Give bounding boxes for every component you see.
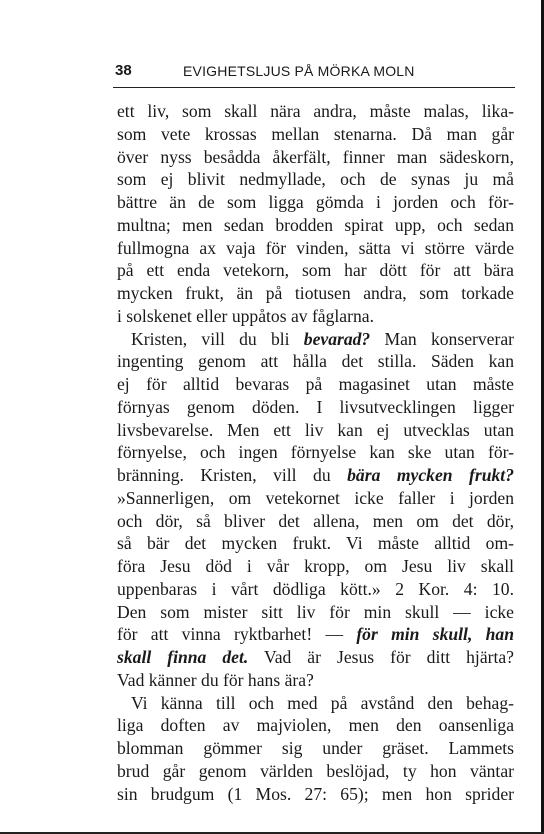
text-line: ett liv, som skall nära andra, måste malas, lika- [117,101,514,121]
text-line: livsbevarelse. Men ett liv kan ej utvecklas utan [117,419,514,440]
text-line: sin brudgum (1 Mos. 27: 65); men hon sprider [117,783,514,804]
text-line: över nyss besådda åkerfält, finner man sädeskorn, [117,146,514,167]
text-line: så bär det mycken frukt. Vi måste alltid om- [117,533,514,554]
text-line: mycken frukt, än på tiotusen andra, som torkade [117,283,514,303]
text-line: »Sannerligen, om vetekornet icke faller i jorden [117,487,514,508]
text-line: multna; men sedan brodden spirat upp, och sedan [117,214,514,235]
text-line: förnyas genom döden. I livsutvecklingen ligger [117,396,514,417]
text-line: skall finna det. Vad är Jesus för ditt hjärta? [117,647,514,667]
text-line: och dör, så bliver det allena, men om det dör, [117,510,514,531]
text-line: ej för alltid bevaras på magasinet utan måste [117,374,514,394]
text-line: fullmogna ax vaja för vinden, sätta vi större värde [117,237,514,258]
text-line: som ej blivit nedmyllade, och de synas ju må [117,169,514,190]
emphasized-text: för min skull, han [356,624,514,645]
running-title: EVIGHETSLJUS PÅ MÖRKA MOLN [183,63,415,79]
text-line: bättre än de som ligga gömda i jorden och för- [117,192,514,212]
text-line: ingenting genom att hålla det stilla. Säden kan [117,351,514,372]
text-line: föra Jesu död i vår kropp, om Jesu liv skall [117,556,514,576]
text-line: blomman gömmer sig under gräset. Lammets [117,738,514,758]
text-line: Vi känna till och med på avstånd den behag- [131,692,514,713]
text-line: brud går genom världen beslöjad, ty hon väntar [117,760,514,781]
emphasized-text: bevarad? [303,328,371,349]
text-line: Kristen, vill du bli bevarad? Man konserverar [131,328,514,349]
body-text [117,100,514,805]
text-line: förnyelse, och ingen förnyelse kan ske utan för- [117,442,514,463]
page-number: 38 [115,62,132,79]
text-line: på ett enda vetekorn, som har dött för att bära [117,260,514,281]
header-rule [113,87,515,88]
text-line: för att vinna ryktbarhet! — för min skull, han [117,624,514,645]
text-line: liga doften av majviolen, men den oansenliga [117,715,514,736]
text-line: uppenbaras i vårt dödliga kött.» 2 Kor. 4: 10. [117,578,514,599]
emphasized-text: skall finna det. [117,647,249,667]
text-line: som vete krossas mellan stenarna. Då man går [117,123,514,144]
emphasized-text: bära mycken frukt? [347,465,514,485]
text-line: Den som mister sitt liv för min skull — icke [117,601,514,622]
text-line: Vad känner du för hans ära? [117,669,314,690]
text-line: i solskenet eller uppåtos av fåglarna. [117,305,374,326]
text-line: bränning. Kristen, vill du bära mycken frukt? [117,465,514,485]
page-header [115,62,515,82]
